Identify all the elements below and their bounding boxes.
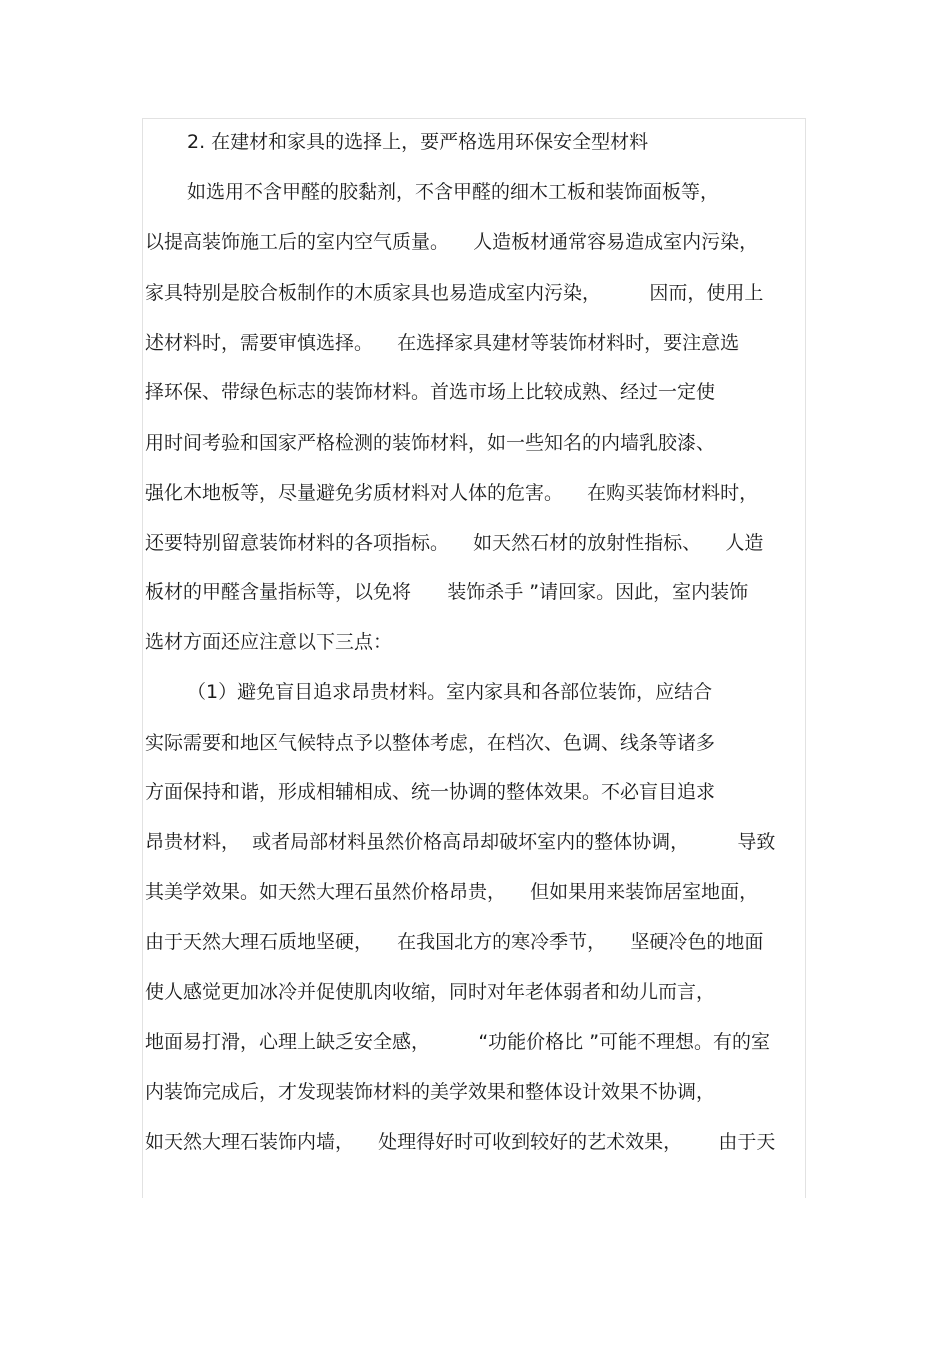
paragraph-line: 如天然大理石装饰内墙， 处理得好时可收到较好的艺术效果， 由于天 [145, 1131, 776, 1153]
paragraph-line: 强化木地板等，尽量避免劣质材料对人体的危害。 在购买装饰材料时， [145, 482, 759, 504]
paragraph-line: 其美学效果。如天然大理石虽然价格昂贵， 但如果用来装饰居室地面， [145, 881, 759, 903]
paragraph-line: 家具特别是胶合板制作的木质家具也易造成室内污染， 因而，使用上 [145, 282, 764, 304]
paragraph-line: 由于天然大理石质地坚硬， 在我国北方的寒冷季节， 坚硬冷色的地面 [145, 931, 764, 953]
paragraph-line: 如选用不含甲醛的胶黏剂，不含甲醛的细木工板和装饰面板等， [187, 181, 720, 203]
paragraph-line: 择环保、带绿色标志的装饰材料。首选市场上比较成熟、经过一定使 [145, 381, 716, 403]
paragraph-line: 用时间考验和国家严格检测的装饰材料，如一些知名的内墙乳胶漆、 [145, 432, 716, 454]
paragraph-line: 昂贵材料， 或者局部材料虽然价格高昂却破坏室内的整体协调， 导致 [145, 831, 776, 853]
list-item-heading: （1）避免盲目追求昂贵材料。室内家具和各部位装饰，应结合 [187, 681, 713, 703]
paragraph-line: 实际需要和地区气候特点予以整体考虑，在档次、色调、线条等诸多 [145, 732, 716, 754]
paragraph-line: 述材料时，需要审慎选择。 在选择家具建材等装饰材料时，要注意选 [145, 332, 740, 354]
paragraph-line: 板材的甲醛含量指标等，以免将 装饰杀手 ”请回家。因此，室内装饰 [145, 581, 749, 603]
section-heading: 2. 在建材和家具的选择上，要严格选用环保安全型材料 [187, 131, 649, 153]
paragraph-line: 使人感觉更加冰冷并促使肌肉收缩，同时对年老体弱者和幼儿而言， [145, 981, 716, 1003]
paragraph-line: 方面保持和谐，形成相辅相成、统一协调的整体效果。不必盲目追求 [145, 781, 716, 803]
paragraph-line: 地面易打滑，心理上缺乏安全感， “功能价格比 ”可能不理想。有的室 [145, 1031, 771, 1053]
paragraph-line: 内装饰完成后，才发现装饰材料的美学效果和整体设计效果不协调， [145, 1081, 716, 1103]
paragraph-line: 选材方面还应注意以下三点： [145, 631, 393, 653]
paragraph-line: 还要特别留意装饰材料的各项指标。 如天然石材的放射性指标、 人造 [145, 532, 764, 554]
paragraph-line: 以提高装饰施工后的室内空气质量。 人造板材通常容易造成室内污染， [145, 231, 759, 253]
